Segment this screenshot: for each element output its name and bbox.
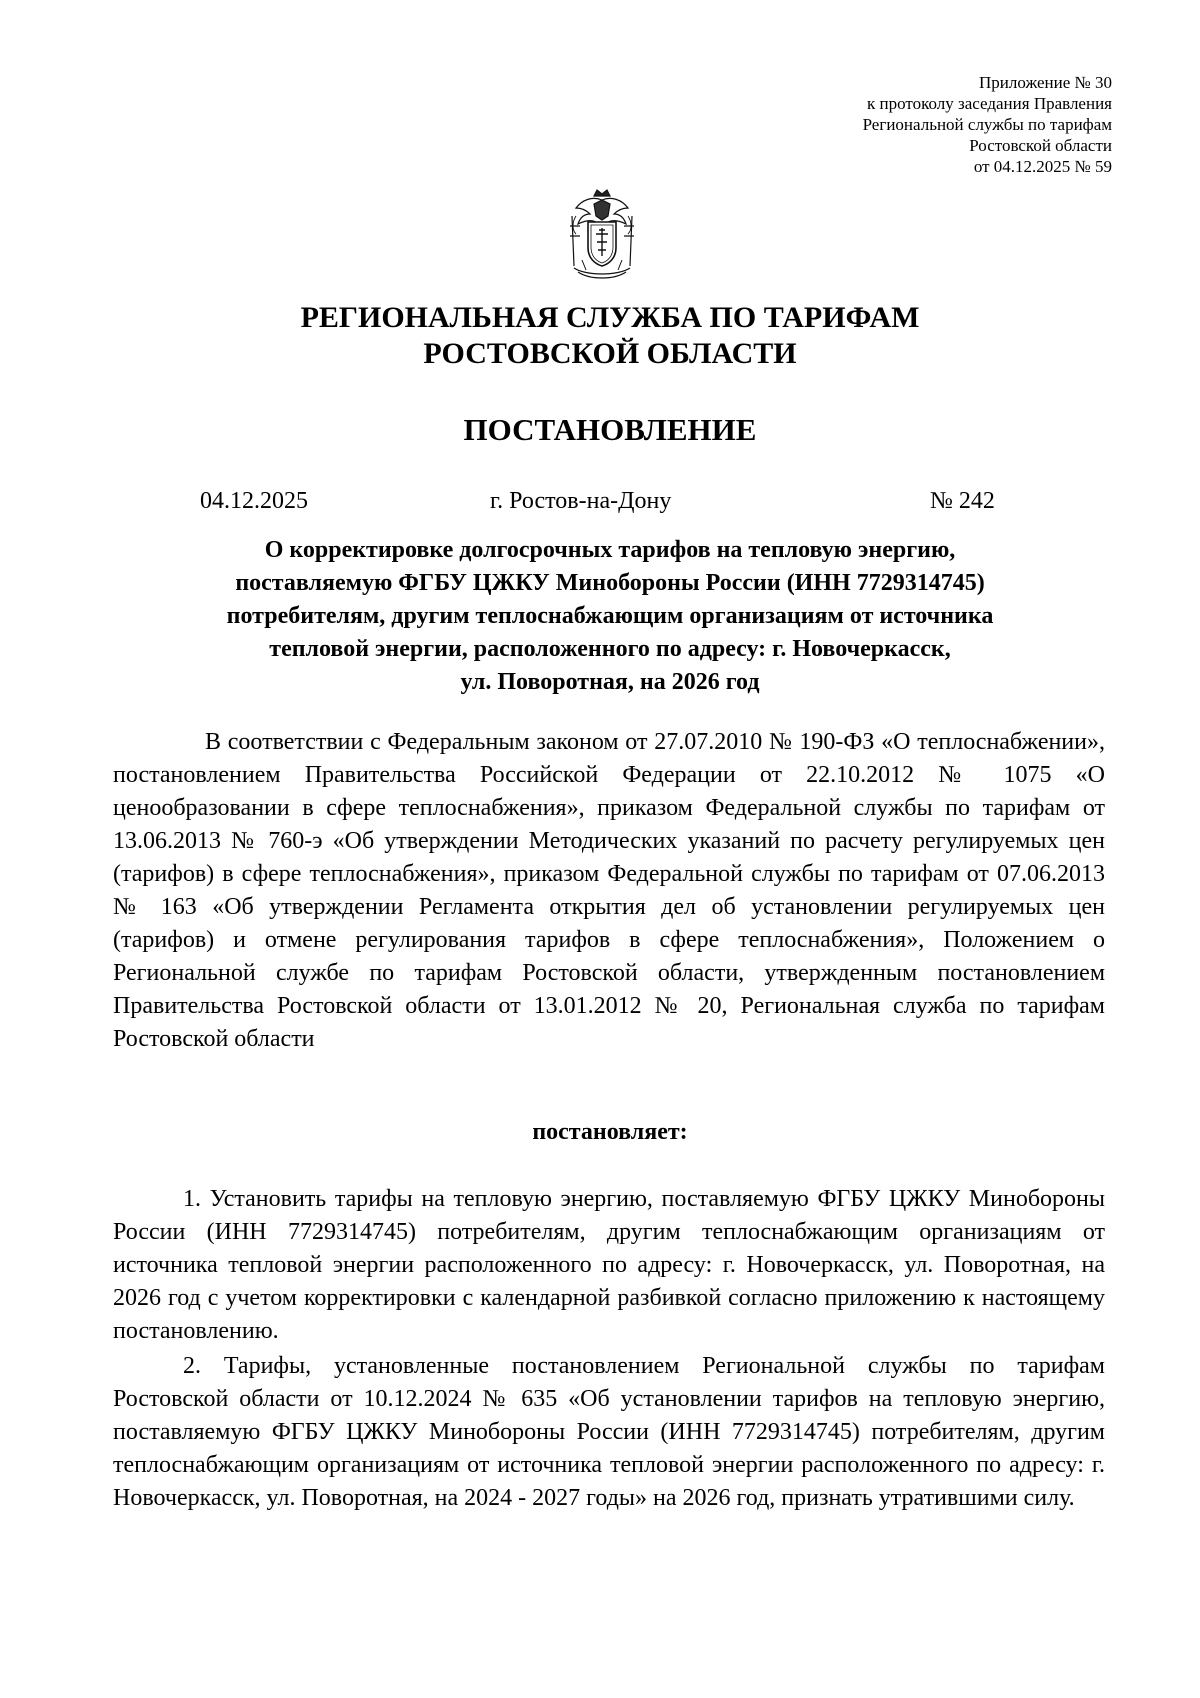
document-subject xyxy=(110,534,1110,699)
organization-title-line: РОСТОВСКОЙ ОБЛАСТИ xyxy=(423,337,797,370)
appendix-line: Региональной службы по тарифам xyxy=(862,115,1112,134)
resolution-item-1: 1. Установить тарифы на тепловую энергию, поставляемую ФГБУ ЦЖКУ Минобороны России (ИНН 7729314745) потребителям, другим теплоснабжающим организациям от источника тепловой энергии расположенного по адресу: г. Новочеркасск, ул. Поворотная, на 2026 год с учетом корректировки с календарной разбивкой согласно приложению к настоящему постановлению. xyxy=(113,1186,1105,1344)
document-type: ПОСТАНОВЛЕНИЕ xyxy=(463,412,757,447)
appendix-line: Ростовской области xyxy=(969,136,1112,155)
appendix-line: к протоколу заседания Правления xyxy=(867,94,1112,113)
resolves-heading: постановляет: xyxy=(532,1119,688,1145)
appendix-note xyxy=(692,72,1112,177)
subject-line: О корректировке долгосрочных тарифов на тепловую энергию, xyxy=(264,537,956,563)
preamble-paragraph: В соответствии с Федеральным законом от 27.07.2010 № 190-ФЗ «О теплоснабжении», постановлением Правительства Российской Федерации от 22.10.2012 № 1075 «О ценообразовании в сфере теплоснабжения», приказом Федеральной службы по тарифам от 13.06.2013 № 760-э «Об утверждении Методических указаний по расчету регулируемых цен (тарифов) в сфере теплоснабжения», приказом Федеральной службы по тарифам от 07.06.2013 № 163 «Об утверждении Регламента открытия дел об установлении регулируемых цен (тарифов) и отмене регулирования тарифов в сфере теплоснабжения», Положением о Региональной службе по тарифам Ростовской области, утвержденным постановлением Правительства Ростовской области от 13.01.2012 № 20, Региональная служба по тарифам Ростовской области xyxy=(113,729,1105,1052)
document-number: № 242 xyxy=(930,488,995,514)
subject-line: тепловой энергии, расположенного по адресу: г. Новочеркасск, xyxy=(269,636,951,662)
resolution-item-2: 2. Тарифы, установленные постановлением Региональной службы по тарифам Ростовской области от 10.12.2024 № 635 «Об установлении тарифов на тепловую энергию, поставляемую ФГБУ ЦЖКУ Минобороны России (ИНН 7729314745) потребителям, другим теплоснабжающим организациям от источника тепловой энергии расположенного по адресу: г. Новочеркасск, ул. Поворотная, на 2024 - 2027 годы» на 2026 год, признать утратившими силу. xyxy=(113,1353,1105,1511)
document-date: 04.12.2025 xyxy=(200,488,308,514)
subject-line: поставляемую ФГБУ ЦЖКУ Минобороны России (ИНН 7729314745) xyxy=(235,570,985,596)
document-city: г. Ростов-на-Дону xyxy=(490,488,672,514)
subject-line: ул. Поворотная, на 2026 год xyxy=(460,669,760,695)
coat-of-arms-icon xyxy=(564,186,640,282)
organization-title xyxy=(110,300,1110,372)
appendix-line: от 04.12.2025 № 59 xyxy=(973,157,1112,176)
subject-line: потребителям, другим теплоснабжающим организациям от источника xyxy=(226,603,994,629)
appendix-line: Приложение № 30 xyxy=(979,73,1112,92)
organization-title-line: РЕГИОНАЛЬНАЯ СЛУЖБА ПО ТАРИФАМ xyxy=(300,301,920,334)
